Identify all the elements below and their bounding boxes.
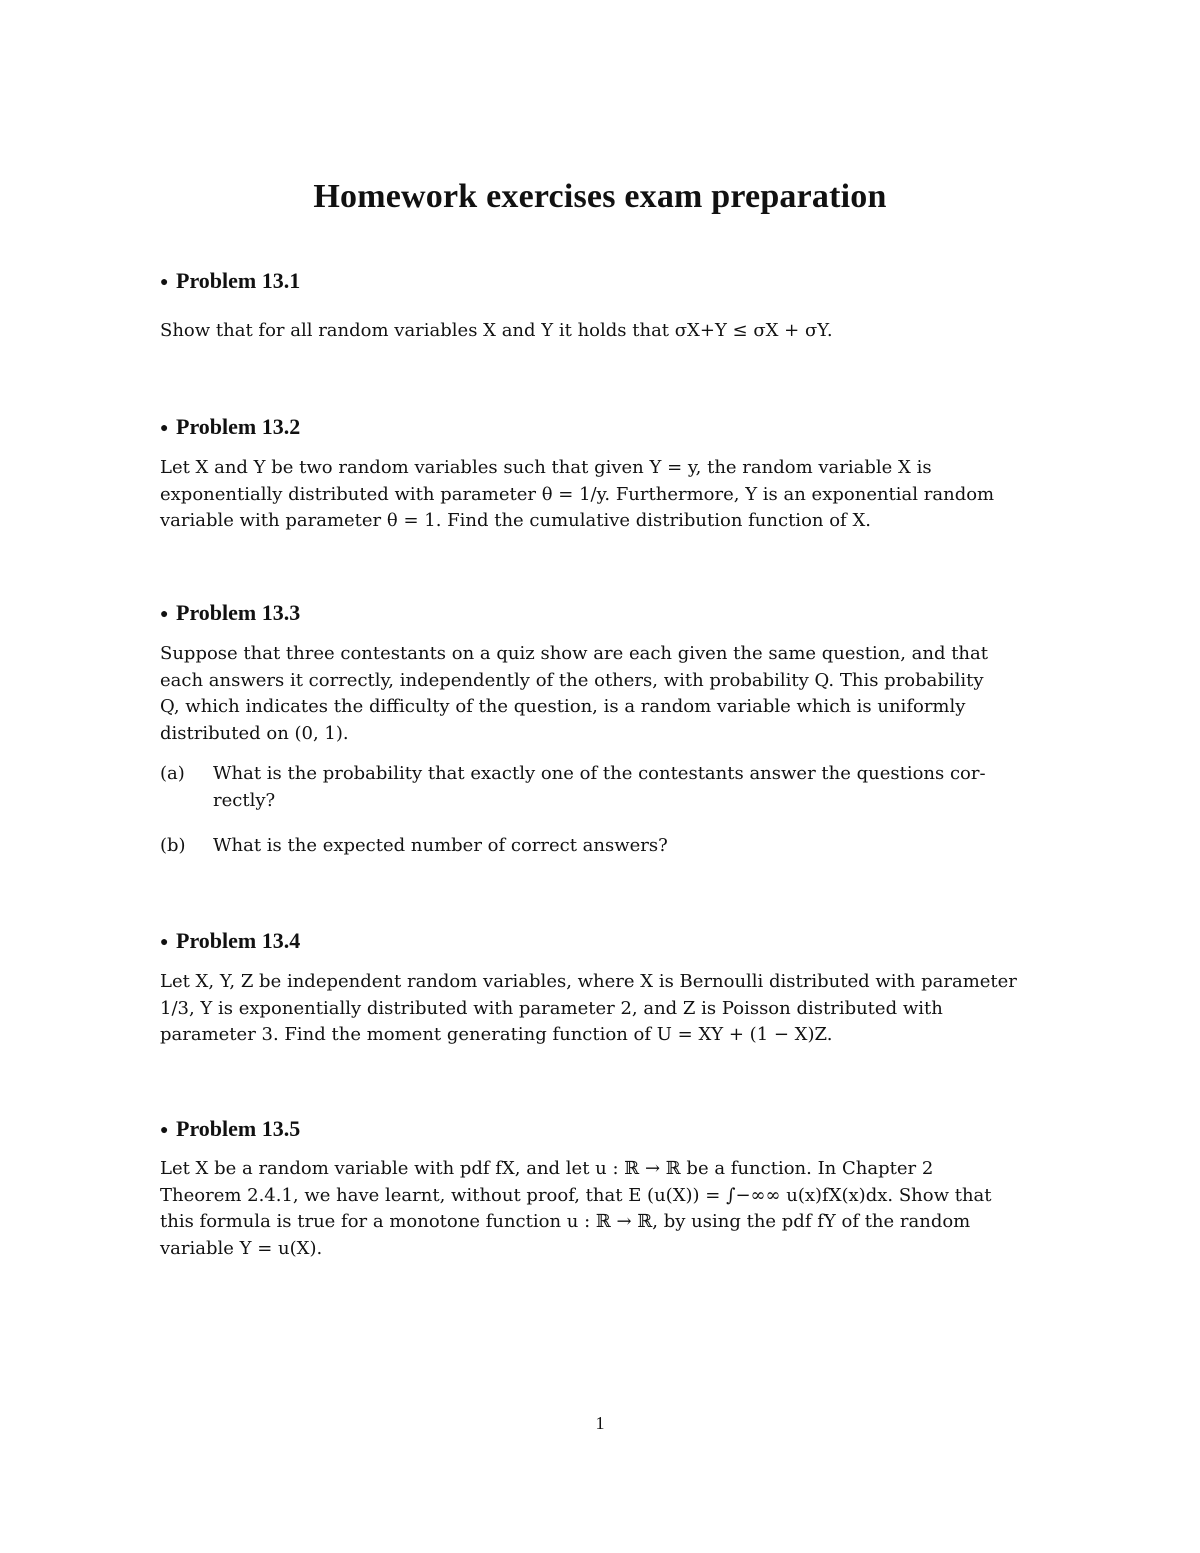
text-line: Show that for all random variables X and Y it holds that σX+Y ≤ σX + σY. (160, 320, 833, 341)
text-line: Let X, Y, Z be independent random variables, where X is Bernoulli distributed with parameter (160, 971, 1017, 992)
text-line: variable Y = u(X). (160, 1237, 323, 1259)
bullet-icon: ● (160, 935, 169, 950)
problem-text (160, 318, 1022, 345)
sub-question-label: (a) (160, 763, 185, 784)
text-line: What is the expected number of correct answers? (213, 835, 668, 856)
problem-heading (160, 414, 300, 440)
text-line: Let X be a random variable with pdf fX, and let u : ℝ → ℝ be a function. In Chapter 2 (160, 1158, 934, 1179)
problem-text (160, 455, 1022, 535)
problem-heading-label: Problem 13.4 (176, 928, 301, 953)
bullet-icon: ● (160, 607, 169, 622)
text-line: What is the probability that exactly one of the contestants answer the questions cor- (213, 763, 986, 784)
sub-question-text (213, 761, 986, 814)
sub-question-text (213, 833, 668, 860)
text-line: distributed on (0, 1). (160, 722, 349, 744)
bullet-icon: ● (160, 275, 169, 290)
problem-text (160, 1156, 1022, 1262)
text-line: 1/3, Y is exponentially distributed with parameter 2, and Z is Poisson distributed with (160, 997, 943, 1019)
text-line: each answers it correctly, independently of the others, with probability Q. This probability (160, 669, 984, 691)
bullet-icon: ● (160, 1123, 169, 1138)
bullet-icon: ● (160, 421, 169, 436)
problem-heading (160, 268, 300, 294)
text-line: rectly? (213, 789, 276, 811)
problem-heading-label: Problem 13.3 (176, 600, 301, 625)
problem-heading-label: Problem 13.2 (176, 414, 301, 439)
text-line: this formula is true for a monotone function u : ℝ → ℝ, by using the pdf fY of the random (160, 1211, 971, 1232)
text-line: Let X and Y be two random variables such that given Y = y, the random variable X is (160, 457, 932, 478)
sub-question-label: (b) (160, 835, 186, 856)
page-number: 1 (595, 1413, 605, 1433)
text-line: exponentially distributed with parameter θ = 1/y. Furthermore, Y is an exponential random (160, 483, 995, 505)
problem-heading-label: Problem 13.1 (176, 268, 301, 293)
problem-heading (160, 1116, 300, 1142)
problem-heading (160, 600, 300, 626)
text-line: Theorem 2.4.1, we have learnt, without proof, that E (u(X)) = ∫−∞∞ u(x)fX(x)dx. Show that (160, 1184, 992, 1206)
problem-text (160, 641, 1022, 747)
text-line: parameter 3. Find the moment generating function of U = XY + (1 − X)Z. (160, 1024, 833, 1045)
text-line: Q, which indicates the difficulty of the question, is a random variable which is uniformly (160, 696, 966, 717)
problem-text (160, 969, 1022, 1049)
problem-heading (160, 928, 300, 954)
problem-heading-label: Problem 13.5 (176, 1116, 301, 1141)
text-line: Suppose that three contestants on a quiz show are each given the same question, and that (160, 643, 988, 664)
page-title: Homework exercises exam preparation (313, 178, 887, 215)
text-line: variable with parameter θ = 1. Find the cumulative distribution function of X. (160, 510, 871, 531)
